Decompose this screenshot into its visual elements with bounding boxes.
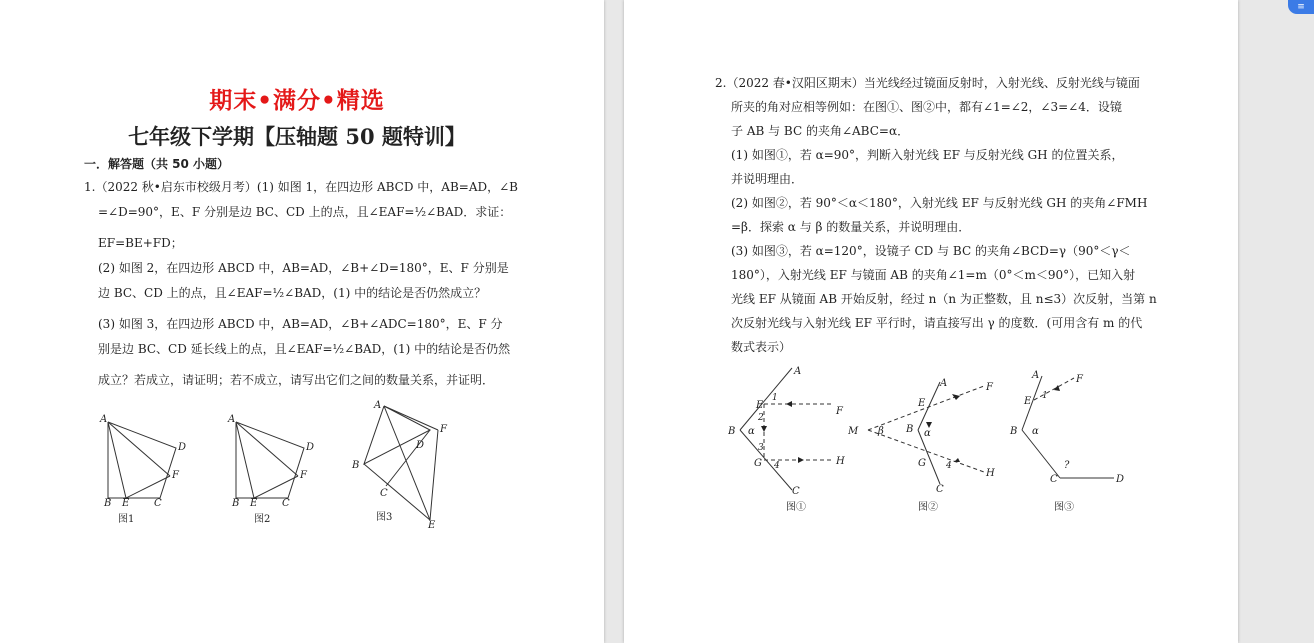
svg-text:A: A — [940, 378, 948, 389]
svg-text:F: F — [172, 470, 179, 481]
figure-c-diagram — [998, 364, 1138, 520]
section-title: 一．解答题（共 50 小题） — [84, 157, 230, 171]
svg-text:C: C — [1050, 474, 1058, 485]
svg-text:F: F — [836, 406, 843, 417]
figure-caption: 图② — [918, 502, 938, 513]
document-page-left — [0, 0, 604, 643]
figure-a-diagram — [728, 360, 868, 520]
svg-text:F: F — [986, 382, 993, 393]
figure-caption: 图1 — [118, 514, 135, 525]
svg-text:G: G — [754, 458, 762, 469]
svg-text:H: H — [986, 468, 995, 479]
text-line: 别是边 BC、CD 延长线上的点，且∠EAF=½∠BAD，(1) 中的结论是否仍然 — [98, 342, 511, 356]
text-line: (1) 如图①，若 α=90°，判断入射光线 EF 与反射光线 GH 的位置关系， — [731, 148, 1124, 162]
text-line: 所夹的角对应相等例如：在图①、图②中，都有∠1=∠2，∠3=∠4．设镜 — [731, 100, 1122, 114]
figure-caption: 图① — [786, 502, 806, 513]
svg-text:?: ? — [1064, 460, 1070, 471]
svg-text:B: B — [1010, 426, 1018, 437]
text-line: 成立？若成立，请证明；若不成立，请写出它们之间的数量关系，并证明． — [98, 373, 495, 387]
svg-text:C: C — [154, 498, 162, 509]
svg-text:D: D — [178, 442, 187, 453]
text-line: (2) 如图②，若 90°＜α＜180°，入射光线 EF 与反射光线 GH 的夹角∠FMH — [731, 196, 1148, 210]
svg-text:E: E — [1024, 396, 1032, 407]
svg-text:E: E — [250, 498, 258, 509]
svg-text:α: α — [748, 426, 755, 437]
svg-text:A: A — [374, 400, 382, 411]
svg-text:2: 2 — [758, 413, 764, 423]
svg-text:E: E — [122, 498, 130, 509]
figure-3-diagram — [346, 396, 456, 531]
text-line: (3) 如图 3，在四边形 ABCD 中，AB=AD，∠B+∠ADC=180°，E、F 分 — [98, 317, 503, 331]
svg-text:B: B — [906, 424, 914, 435]
text-line: 边 BC、CD 上的点，且∠EAF=½∠BAD，(1) 中的结论是否仍然成立？ — [98, 286, 487, 300]
svg-text:1: 1 — [1042, 391, 1048, 401]
text-line: (3) 如图③，若 α=120°，设镜子 CD 与 BC 的夹角∠BCD=γ（90°＜γ＜ — [731, 244, 1131, 258]
svg-text:B: B — [352, 460, 360, 471]
figure-caption: 图3 — [376, 512, 393, 523]
text-line: 1.（2022 秋•启东市校级月考）(1) 如图 1，在四边形 ABCD 中，AB=AD，∠B — [84, 180, 518, 194]
svg-text:β: β — [878, 426, 884, 437]
text-line: 次反射光线与入射光线 EF 平行时，请直接写出 γ 的度数．(可用含有 m 的代 — [731, 316, 1143, 330]
svg-text:A: A — [794, 366, 802, 377]
svg-text:C: C — [380, 488, 388, 499]
text-line: 数式表示） — [731, 340, 792, 354]
sidebar-toggle-button[interactable]: ≡ — [1288, 0, 1314, 14]
svg-text:C: C — [936, 484, 944, 495]
document-page-right — [624, 0, 1238, 643]
text-line: =∠D=90°，E、F 分别是边 BC、CD 上的点，且∠EAF=½∠BAD．求证： — [98, 205, 512, 219]
svg-text:H: H — [836, 456, 845, 467]
svg-text:D: D — [1116, 474, 1125, 485]
svg-text:E: E — [918, 398, 926, 409]
svg-text:E: E — [428, 520, 436, 531]
svg-text:F: F — [440, 424, 447, 435]
svg-text:A: A — [1032, 370, 1040, 381]
figure-b-diagram — [848, 372, 1008, 520]
svg-text:B: B — [104, 498, 112, 509]
svg-text:4: 4 — [946, 461, 952, 471]
svg-text:B: B — [232, 498, 240, 509]
text-line: 180°），入射光线 EF 与镜面 AB 的夹角∠1=m（0°＜m＜90°），已知入射 — [731, 268, 1136, 282]
svg-text:1: 1 — [772, 393, 778, 403]
svg-text:α: α — [924, 428, 931, 439]
text-line: 光线 EF 从镜面 AB 开始反射，经过 n（n 为正整数，且 n≤3）次反射，当第 n — [731, 292, 1157, 306]
text-line: (2) 如图 2，在四边形 ABCD 中，AB=AD，∠B+∠D=180°，E、F 分别是 — [98, 261, 509, 275]
svg-text:G: G — [918, 458, 926, 469]
header-red-title: 期末•满分•精选 — [209, 88, 385, 114]
figure-caption: 图③ — [1054, 502, 1074, 513]
svg-text:E: E — [756, 400, 764, 411]
text-line: 子 AB 与 BC 的夹角∠ABC=α． — [731, 124, 910, 138]
svg-text:C: C — [792, 486, 800, 497]
figure-1-diagram — [96, 408, 196, 528]
document-title: 七年级下学期【压轴题 50 题特训】 — [128, 124, 466, 149]
svg-text:A: A — [228, 414, 236, 425]
svg-text:M: M — [848, 426, 859, 437]
figure-caption: 图2 — [254, 514, 271, 525]
svg-text:4: 4 — [774, 461, 780, 471]
svg-text:D: D — [416, 440, 425, 451]
text-line: =β．探索 α 与 β 的数量关系，并说明理由． — [731, 220, 971, 234]
svg-text:F: F — [1076, 374, 1083, 385]
text-line: 2.（2022 春•汉阳区期末）当光线经过镜面反射时，入射光线、反射光线与镜面 — [715, 76, 1140, 90]
svg-text:A: A — [100, 414, 108, 425]
svg-text:F: F — [300, 470, 307, 481]
text-line: 并说明理由． — [731, 172, 804, 186]
svg-text:C: C — [282, 498, 290, 509]
svg-text:α: α — [1032, 426, 1039, 437]
svg-text:3: 3 — [758, 443, 764, 453]
text-line: EF=BE+FD； — [98, 236, 183, 250]
svg-text:D: D — [306, 442, 315, 453]
svg-text:B: B — [728, 426, 736, 437]
figure-2-diagram — [224, 408, 324, 528]
